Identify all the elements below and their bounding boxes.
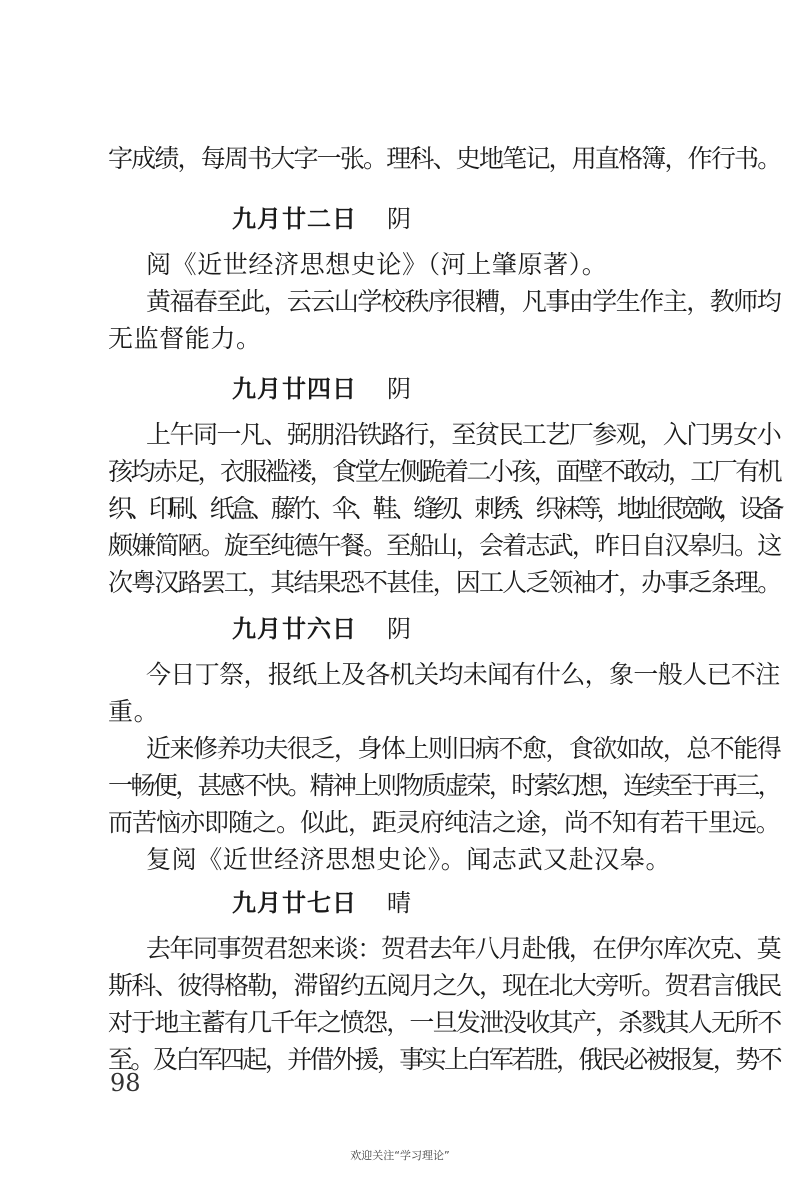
- entry-weather: 阴: [387, 615, 412, 643]
- text-line: 而苦恼亦即随之。似此，距灵府纯洁之途，尚不知有若干里远。: [108, 808, 780, 837]
- entry-heading: [232, 372, 412, 406]
- text-line: 颇嫌简陋。旋至纯德午餐。至船山，会着志武，昨日自汉皋归。这: [108, 531, 781, 560]
- text-line: 黄福春至此，云云山学校秩序很糟，凡事由学生作主，教师均: [146, 287, 781, 316]
- text-line: 无监督能力。: [108, 324, 262, 353]
- entry-heading: [232, 202, 412, 236]
- text-line: 重。: [108, 697, 160, 726]
- entry-heading: [232, 886, 412, 920]
- entry-heading: [232, 612, 412, 646]
- entry-date: 九月廿六日: [232, 615, 357, 643]
- entry-weather: 阴: [387, 205, 412, 233]
- text-line: 去年同事贺君恕来谈：贺君去年八月赴俄，在伊尔库次克、莫: [146, 934, 781, 963]
- text-line: 上午同一凡、弼朋沿铁路行，至贫民工艺厂参观，入门男女小: [146, 420, 781, 449]
- entry-date: 九月廿二日: [232, 205, 357, 233]
- text-line: 阅《近世经济思想史论》（河上肇原著）。: [146, 250, 608, 279]
- page-number: 98: [110, 1069, 141, 1097]
- text-line: 至。及白军四起，并借外援，事实上白军若胜，俄民必被报复，势不: [108, 1045, 781, 1074]
- footer-note: 欢迎关注“学习理论”: [350, 1149, 450, 1162]
- text-line: 斯科、彼得格勒，滞留约五阅月之久，现在北大旁听。贺君言俄民: [108, 971, 781, 1000]
- entry-weather: 阴: [387, 375, 412, 403]
- text-line: 次粤汉路罢工，其结果恐不甚佳，因工人乏领袖才，办事乏条理。: [108, 568, 781, 597]
- text-line: 近来修养功夫很乏，身体上则旧病不愈，食欲如故，总不能得: [146, 734, 781, 763]
- entry-weather: 晴: [387, 889, 412, 917]
- text-line: 复阅《近世经济思想史论》。闻志武又赴汉皋。: [146, 845, 672, 874]
- text-line: 一畅便，甚感不快。精神上则物质虚荣，时萦幻想，连续至于再三，: [108, 771, 781, 800]
- entry-date: 九月廿七日: [232, 889, 357, 917]
- entry-date: 九月廿四日: [232, 375, 357, 403]
- text-line: 今日丁祭，报纸上及各机关均未闻有什么，象一般人已不注: [146, 660, 780, 689]
- text-line: 字成绩，每周书大字一张。理科、史地笔记，用直格簿，作行书。: [108, 144, 781, 173]
- text-line: 孩均赤足，衣服褴褛，食堂左侧跪着二小孩，面壁不敢动，工厂有机: [108, 457, 781, 486]
- text-line: 对于地主蓄有几千年之愤怨，一旦发泄没收其产，杀戮其人无所不: [108, 1008, 781, 1037]
- text-line: 织、印刷、纸盒、藤竹、伞、鞋、缝纫、刺绣、织袜等，地址很宽敞，设备: [108, 494, 780, 523]
